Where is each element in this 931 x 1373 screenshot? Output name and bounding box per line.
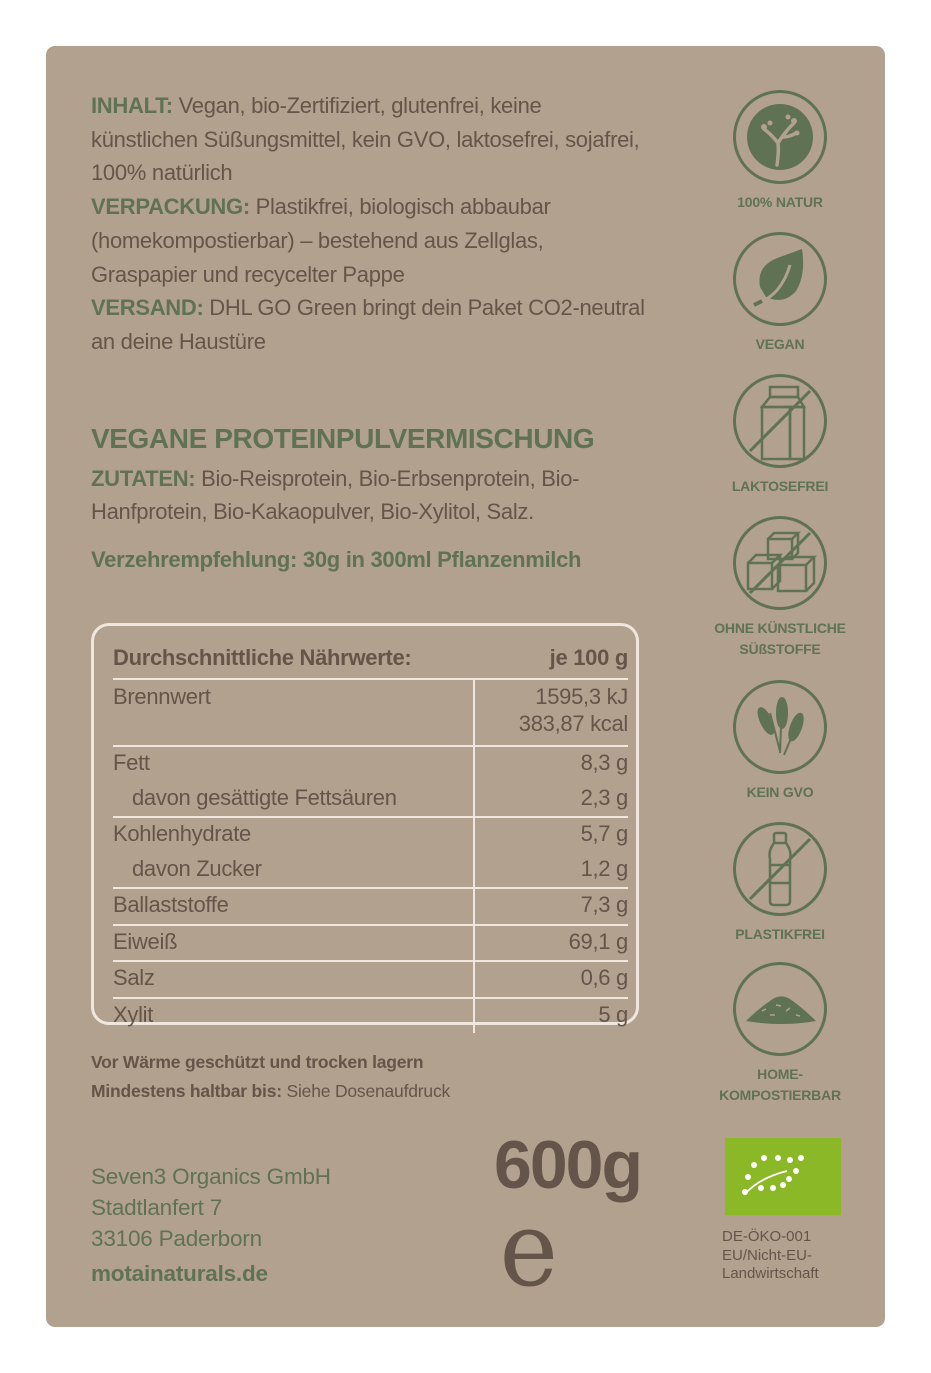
- net-weight: 600g: [494, 1127, 641, 1203]
- zutaten-text: Bio-Reisprotein, Bio-Erbsenprotein, Bio-Hanfprotein, Bio-Kakaopulver, Bio-Xylitol, Salz.: [91, 466, 580, 524]
- badge-label: LAKTOSEFREI: [731, 478, 829, 494]
- table-header-row: [113, 640, 628, 679]
- nutrient-label: Kohlenhydrate: [113, 817, 474, 853]
- ingredients: [91, 462, 651, 528]
- badge-plastikfrei: [690, 822, 870, 945]
- badge-label: 100% NATUR: [737, 194, 823, 210]
- table-row: [113, 817, 628, 853]
- eu-leaf-stars-icon: [725, 1138, 841, 1215]
- tree-icon: [733, 90, 827, 184]
- badge-label: KEIN GVO: [746, 784, 814, 800]
- badge-label: OHNE KÜNSTLICHE SÜßSTOFFE: [714, 620, 846, 657]
- nutrient-value: 5,7 g: [474, 817, 628, 853]
- sugar-cubes-crossed-icon: [733, 516, 827, 610]
- company-city: 33106 Paderborn: [91, 1226, 262, 1251]
- inhalt-label: INHALT:: [91, 93, 173, 118]
- badge-label: PLASTIKFREI: [735, 926, 825, 942]
- zutaten-label: ZUTATEN:: [91, 466, 196, 491]
- milk-carton-crossed-icon: [733, 374, 827, 468]
- table-row: [113, 782, 628, 818]
- nutrient-label: davon gesättigte Fettsäuren: [132, 784, 397, 810]
- nutrient-label: Salz: [113, 961, 474, 998]
- estimated-sign-icon: e: [499, 1188, 559, 1310]
- storage-info: [91, 1048, 450, 1106]
- best-before-label: Mindestens haltbar bis:: [91, 1081, 282, 1101]
- nutrition-table-box: [91, 623, 639, 1025]
- versand-text: DHL GO Green bringt dein Paket CO2-neutral an deine Haustüre: [91, 295, 645, 354]
- control-code: DE-ÖKO-001: [722, 1228, 812, 1245]
- nutrient-value: 0,6 g: [474, 961, 628, 998]
- badge-label: HOME- KOMPOSTIERBAR: [719, 1066, 841, 1103]
- badge-laktosefrei: [690, 374, 870, 497]
- nutrient-label: Fett: [113, 746, 474, 782]
- nutrient-value: 2,3 g: [474, 782, 628, 818]
- badge-kompostierbar: [690, 962, 870, 1106]
- nutrition-table: [113, 640, 628, 1033]
- nutrient-label: Xylit: [113, 998, 474, 1034]
- company-name: Seven3 Organics GmbH: [91, 1164, 331, 1189]
- table-row: [113, 961, 628, 998]
- wheat-icon: [733, 680, 827, 774]
- table-row: [113, 925, 628, 962]
- table-header-unit: je 100 g: [549, 645, 628, 670]
- nutrient-value: 7,3 g: [474, 888, 628, 925]
- badge-label: VEGAN: [755, 336, 805, 352]
- best-before-value: Siehe Dosenaufdruck: [281, 1081, 451, 1101]
- nutrient-label: davon Zucker: [132, 855, 262, 881]
- table-row: [113, 853, 628, 889]
- verpackung-text: Plastikfrei, biologisch abbaubar (homekompostierbar) – bestehend aus Zellglas, Graspapier und recycelter Pappe: [91, 194, 551, 287]
- energy-value: 1595,3 kJ 383,87 kcal: [474, 679, 628, 746]
- table-row: [113, 746, 628, 782]
- leaf-icon: [733, 232, 827, 326]
- verpackung-label: VERPACKUNG:: [91, 194, 250, 220]
- badge-natur: [690, 90, 870, 213]
- inhalt-text: Vegan, bio-Zertifiziert, glutenfrei, keine künstlichen Süßungsmittel, kein GVO, laktosefrei, sojafrei, 100% natürlich: [91, 93, 640, 186]
- serving-recommendation: Verzehrempfehlung: 30g in 300ml Pflanzenmilch: [91, 547, 582, 572]
- origin-line2: Landwirtschaft: [722, 1265, 819, 1282]
- product-title: VEGANE PROTEINPULVERMISCHUNG: [91, 423, 595, 454]
- bottle-crossed-icon: [733, 822, 827, 916]
- compost-pile-icon: [733, 962, 827, 1056]
- eu-organic-text: [722, 1228, 819, 1284]
- nutrient-value: 1,2 g: [474, 853, 628, 889]
- company-street: Stadtlanfert 7: [91, 1195, 223, 1220]
- badge-vegan: [690, 232, 870, 355]
- table-row: [113, 679, 628, 746]
- origin-line1: EU/Nicht-EU-: [722, 1246, 813, 1264]
- table-header-label: Durchschnittliche Nährwerte: je 100 g: [113, 640, 628, 679]
- badge-kein-gvo: [690, 680, 870, 803]
- website-link[interactable]: motainaturals.de: [91, 1261, 268, 1286]
- product-label: [46, 46, 885, 1327]
- nutrient-label: Ballaststoffe: [113, 888, 474, 925]
- versand-label: VERSAND:: [91, 295, 204, 321]
- table-row: [113, 998, 628, 1034]
- storage-line: Vor Wärme geschützt und trocken lagern: [91, 1052, 424, 1072]
- nutrient-value: 5 g: [474, 998, 628, 1034]
- nutrient-value: 8,3 g: [474, 746, 628, 782]
- energy-label: Brennwert: [113, 684, 211, 709]
- badge-suessstoffe: [690, 516, 870, 660]
- company-address: [91, 1161, 331, 1254]
- nutrient-label: Eiweiß: [113, 925, 474, 962]
- table-row: [113, 888, 628, 925]
- eu-organic-logo: [725, 1138, 841, 1215]
- nutrient-value: 69,1 g: [474, 925, 628, 962]
- intro-text: [91, 89, 651, 359]
